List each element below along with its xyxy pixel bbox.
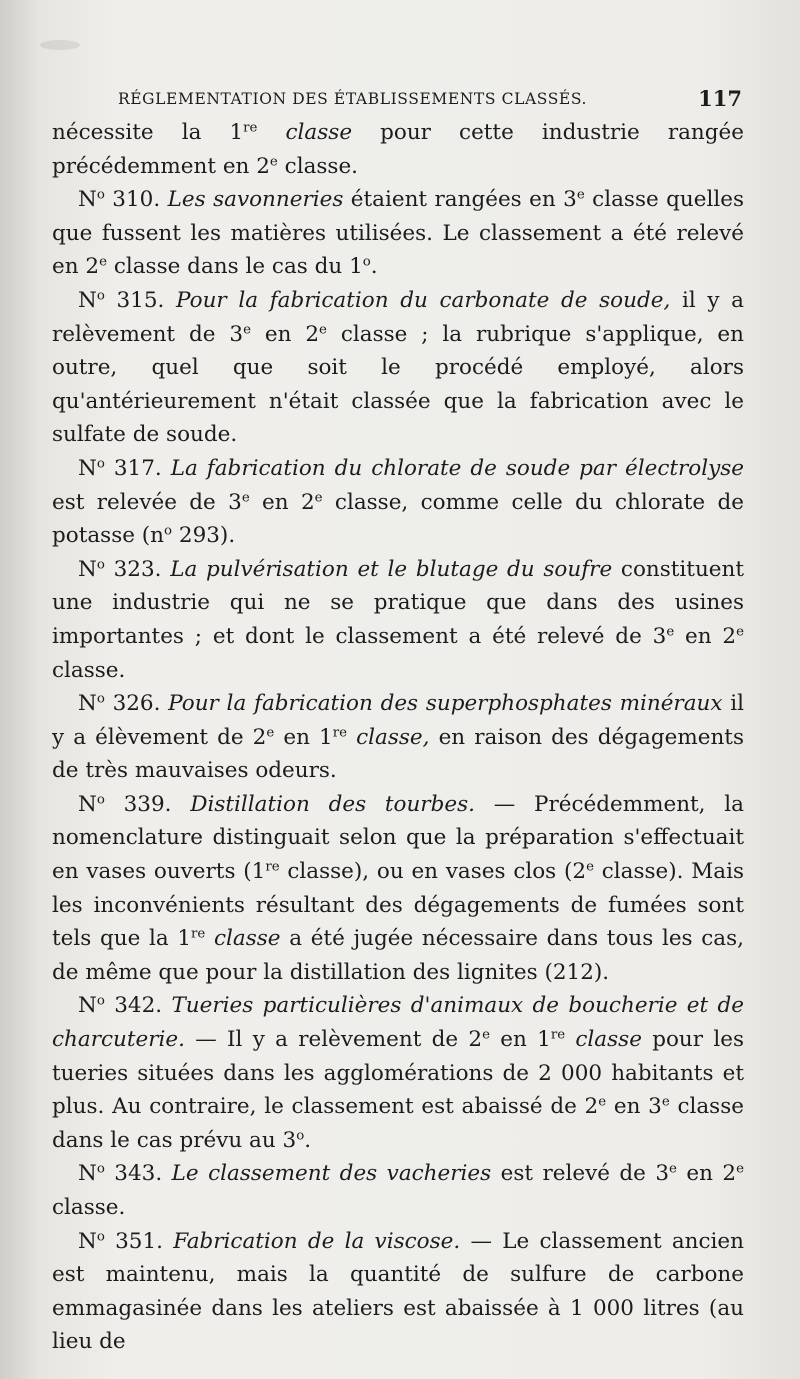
text-run: . bbox=[304, 1127, 312, 1153]
text-run: classe. bbox=[52, 1195, 126, 1220]
superscript: o bbox=[164, 523, 173, 539]
text-run: il y a relèvement de 3 bbox=[52, 287, 744, 347]
superscript: e bbox=[99, 255, 107, 271]
entry-title: La fabrication du chlorate de soude par électrolyse bbox=[170, 455, 745, 481]
text-run: classe. bbox=[277, 153, 359, 179]
text-run: classe dans le cas prévu au 3 bbox=[52, 1094, 744, 1153]
entry-title: Tueries particulières d'animaux de boucherie et de charcuterie. bbox=[52, 993, 745, 1053]
running-head-title: RÉGLEMENTATION DES ÉTABLISSEMENTS CLASSÉS. bbox=[118, 90, 588, 108]
text-run: il y a élèvement de 2 bbox=[52, 691, 744, 750]
entry-title: Distillation des tourbes. bbox=[190, 791, 475, 817]
entry-number-label: N bbox=[78, 1161, 97, 1187]
text-run: classe), ou en vases clos (2 bbox=[279, 859, 587, 885]
text-run: constituent une industrie qui ne se pratique que dans des usines importantes ; et dont le classement a été relevé de 3 bbox=[52, 556, 745, 649]
superscript: e bbox=[586, 859, 594, 875]
superscript: e bbox=[598, 1094, 607, 1110]
entry-number-label: N bbox=[78, 287, 97, 313]
body-text bbox=[52, 116, 744, 1359]
paragraph-entry-317 bbox=[52, 452, 744, 553]
paragraph-entry-323 bbox=[52, 553, 744, 687]
entry-number: 339. bbox=[104, 791, 191, 817]
text-run: en 2 bbox=[674, 623, 737, 649]
superscript: e bbox=[319, 322, 327, 338]
paragraph-carryover bbox=[52, 116, 744, 183]
text-run: en 2 bbox=[676, 1161, 737, 1187]
running-head bbox=[118, 86, 742, 114]
text-run: en 1 bbox=[489, 1027, 551, 1053]
entry-number-label: N bbox=[78, 455, 97, 481]
superscript: e bbox=[666, 624, 675, 640]
text-run: classe. bbox=[52, 657, 126, 683]
text-run: nécessite la 1 bbox=[52, 120, 244, 145]
superscript: o bbox=[96, 557, 105, 573]
superscript: e bbox=[661, 1094, 670, 1110]
entry-number-label: N bbox=[78, 1228, 97, 1254]
text-run: — Précédemment, la nomenclature distinguait selon que la préparation s'effectuait en vases ouverts (1 bbox=[52, 791, 744, 885]
page-smudge bbox=[40, 40, 80, 50]
superscript: e bbox=[669, 1162, 677, 1178]
superscript: e bbox=[241, 490, 250, 506]
superscript: e bbox=[243, 322, 251, 338]
superscript: e bbox=[266, 725, 275, 741]
entry-number: 343. bbox=[104, 1161, 172, 1187]
superscript: o bbox=[96, 288, 105, 304]
superscript: re bbox=[265, 859, 280, 875]
entry-title: Les savonneries bbox=[167, 187, 344, 213]
text-run: classe ; la rubrique s'applique, en outre, quel que soit le procédé employé, alors qu'antérieurement n'était classée que la fabrication avec le sulfate de soude. bbox=[52, 321, 745, 448]
entry-number-label: N bbox=[78, 187, 97, 213]
text-run: classe dans le cas du 1 bbox=[106, 254, 363, 280]
superscript: e bbox=[314, 490, 323, 506]
text-run: . bbox=[370, 254, 378, 280]
superscript: o bbox=[96, 1162, 105, 1178]
entry-title: Le classement des vacheries bbox=[171, 1161, 492, 1187]
superscript: o bbox=[96, 691, 105, 707]
text-run: étaient rangées en 3 bbox=[343, 187, 577, 213]
text-run: est relevée de 3 bbox=[52, 489, 242, 515]
paragraph-entry-351 bbox=[52, 1225, 744, 1359]
text-run: pour les tueries situées dans les agglomérations de 2 000 habitants et plus. Au contraire, le classement est abaissé de 2 bbox=[52, 1027, 744, 1120]
entry-number: 326. bbox=[104, 691, 169, 717]
entry-number-label: N bbox=[78, 993, 97, 1019]
entry-number-label: N bbox=[78, 556, 97, 582]
page-number: 117 bbox=[698, 86, 742, 111]
entry-number: 315. bbox=[104, 287, 177, 313]
entry-number-label: N bbox=[78, 691, 97, 717]
text-run: — Il y a relèvement de 2 bbox=[184, 1027, 483, 1053]
text-run: est relevé de 3 bbox=[491, 1161, 670, 1187]
paragraph-entry-342 bbox=[52, 989, 744, 1157]
text-run: 293). bbox=[172, 523, 236, 549]
superscript: o bbox=[96, 456, 105, 472]
superscript: o bbox=[96, 792, 105, 808]
superscript: re bbox=[550, 1027, 566, 1043]
paragraph-entry-310 bbox=[52, 183, 744, 284]
italic-term: classe bbox=[285, 120, 353, 145]
superscript: e bbox=[482, 1027, 490, 1043]
superscript: re bbox=[243, 120, 258, 136]
text-run: a été jugée nécessaire dans tous les cas, de même que pour la distillation des lignites (212). bbox=[52, 926, 744, 985]
text-run bbox=[565, 1027, 575, 1052]
paragraph-entry-326 bbox=[52, 687, 744, 788]
text-run: classe, comme celle du chlorate de potasse (n bbox=[52, 489, 744, 549]
text-run: en 2 bbox=[249, 489, 315, 515]
entry-title: Pour la fabrication des superphosphates minéraux bbox=[168, 691, 723, 717]
paragraph-entry-315 bbox=[52, 284, 744, 452]
text-run: en 3 bbox=[606, 1094, 662, 1120]
text-run: classe quelles que fussent les matières utilisées. Le classement a été relevé en 2 bbox=[52, 187, 744, 280]
entry-number: 323. bbox=[104, 556, 171, 582]
entry-title: Pour la fabrication du carbonate de soude, bbox=[176, 287, 671, 313]
italic-term: classe bbox=[575, 1027, 642, 1053]
superscript: e bbox=[736, 1162, 744, 1178]
superscript: e bbox=[269, 154, 278, 170]
superscript: o bbox=[96, 187, 105, 203]
text-run: en 2 bbox=[250, 321, 320, 347]
text-run: pour cette industrie rangée précédemment en 2 bbox=[52, 120, 744, 179]
superscript: o bbox=[96, 1229, 105, 1245]
superscript: o bbox=[296, 1128, 305, 1144]
entry-number: 317. bbox=[104, 455, 171, 481]
text-run: en raison des dégagements de très mauvaises odeurs. bbox=[52, 724, 744, 784]
italic-term: classe bbox=[213, 926, 281, 952]
entry-number: 342. bbox=[104, 993, 172, 1019]
text-run: — Le classement ancien est maintenu, mais la quantité de sulfure de carbone emmagasinée dans les ateliers est abaissée à 1 000 litres (au lieu de bbox=[52, 1228, 744, 1355]
entry-title: La pulvérisation et le blutage du soufre bbox=[170, 556, 613, 582]
superscript: re bbox=[191, 926, 206, 942]
superscript: e bbox=[576, 187, 585, 203]
text-run bbox=[205, 926, 214, 951]
text-run bbox=[257, 120, 285, 145]
entry-number: 351. bbox=[104, 1228, 174, 1254]
superscript: o bbox=[362, 255, 371, 271]
italic-term: classe, bbox=[356, 724, 430, 750]
paragraph-entry-343 bbox=[52, 1157, 744, 1224]
text-run bbox=[347, 725, 356, 750]
superscript: e bbox=[736, 624, 745, 640]
text-run: en 1 bbox=[274, 724, 333, 750]
superscript: re bbox=[332, 725, 347, 741]
text-run: classe). Mais les inconvénients résultant des dégagements de fumées sont tels que la 1 bbox=[52, 859, 744, 952]
entry-number-label: N bbox=[78, 791, 97, 817]
entry-title: Fabrication de la viscose. bbox=[173, 1228, 461, 1254]
entry-number: 310. bbox=[104, 187, 168, 213]
paragraph-entry-339 bbox=[52, 788, 744, 990]
superscript: o bbox=[96, 994, 105, 1010]
